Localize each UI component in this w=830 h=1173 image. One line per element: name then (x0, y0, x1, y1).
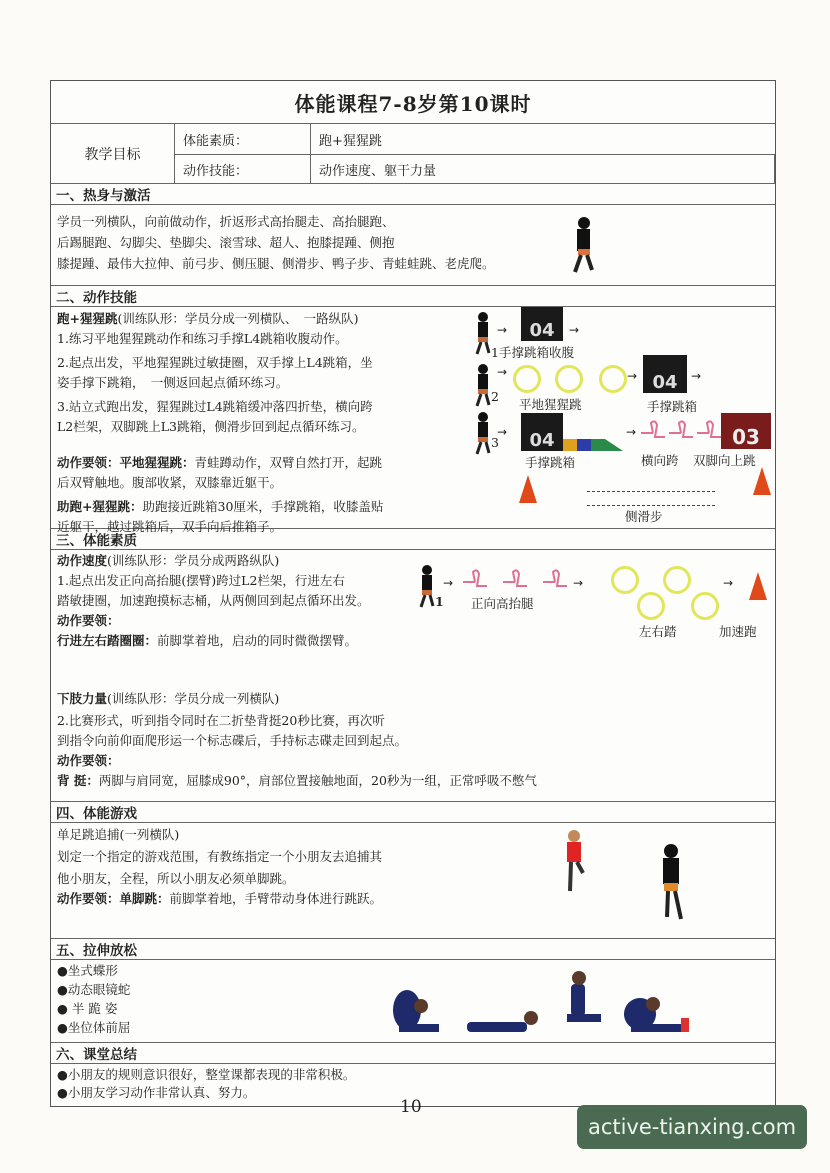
warmup-line: 膝提踵、最伟大拉伸、前弓步、侧压腿、侧滑步、鸭子步、青蛙蛙跳、老虎爬。 (57, 256, 495, 271)
teaching-goals (51, 124, 775, 184)
leg-key-text: 两脚与肩同宽，屈膝成90°，肩部位置接触地面，20秒为一组，正常呼吸不憋气 (98, 773, 537, 788)
diagram-label: 加速跑 (719, 624, 757, 639)
diagram-label: 正向高抬腿 (471, 596, 534, 611)
leg-formation: (训练队形：学员分成一列横队) (107, 691, 280, 706)
summary-item: ●小朋友学习动作非常认真、努力。 (57, 1085, 256, 1100)
diagram-label: 左右踏 (639, 624, 677, 639)
row-number: 3 (491, 435, 499, 450)
jump-box-l4: 04 (643, 355, 687, 393)
skills-step: 2.起点出发，平地猩猩跳过敏捷圈，双手撑上L4跳箱，坐 (57, 355, 373, 370)
section-stretch-body (51, 960, 775, 1043)
runner-icon (475, 311, 491, 355)
skills-step: L2栏架，双脚跳上L3跳箱，侧滑步回到起点循环练习。 (57, 419, 365, 434)
speed-line: 1.起点出发正向高抬腿(摆臂)跨过L2栏架，行进左右 (57, 573, 345, 588)
section-heading-summary: 六、课堂总结 (51, 1043, 775, 1064)
game-title: 单足跳追捕 (57, 827, 120, 842)
cone-icon (753, 467, 771, 495)
goal-key-skill: 动作技能： (175, 155, 311, 183)
diagram-label: 横向跨 (641, 453, 679, 468)
speed-key-title: 行进左右踏圈圈： (57, 633, 158, 648)
section-heading-skills: 二、动作技能 (51, 286, 775, 307)
runner-icon (475, 411, 491, 455)
speed-line: 踏敏捷圈，加速跑摸标志桶，从两侧回到起点循环出发。 (57, 593, 370, 608)
skills-key1-line2: 后双臂触地。腹部收紧，双膝靠近躯干。 (57, 475, 283, 490)
cone-icon (519, 475, 537, 503)
dashed-arrow-back (587, 505, 715, 506)
leg-key-label: 动作要领： (57, 753, 120, 768)
hurdle-icon (541, 568, 569, 590)
page-title: 体能课程7-8岁第10课时 (51, 81, 775, 124)
diagram-label: 手撑跳箱收腹 (498, 345, 574, 360)
speed-key-label: 动作要领： (57, 613, 120, 628)
section-heading-fitness: 三、体能素质 (51, 529, 775, 550)
game-key-text: 前脚掌着地，手臂带动身体进行跳跃。 (169, 891, 383, 906)
section-fitness-body: 动作速度(训练队形：学员分成两路纵队) 1.起点出发正向高抬腿(摆臂)跨过L2栏架，行进左右 踏敏捷圈，加速跑摸标志桶，从两侧回到起点循环出发。 动作要领： 行进左右踏圈圈：前脚掌着地，启动的同时微微摆臂。 下肢力量(训练队形：学员分成一列横队) 2.比赛形式，听到指令同时在二折垫背挺20秒比赛，再次听 到指令向前仰面爬形运一个标志碟后，手持标志碟走回到起点。 动作要领： 背 挺：两脚与肩同宽，屈膝成90°，肩部位置接触地面，20秒为一组，正常呼吸不憋气 1 → → 正向高抬腿 → 左右踏 加速跑 (51, 550, 775, 802)
stretch-item: ●坐式蝶形 (57, 963, 118, 978)
agility-ring (599, 365, 627, 393)
lesson-plan-table (50, 80, 776, 1107)
jump-box-l4: 04 (521, 413, 563, 451)
leg-line: 2.比赛形式，听到指令同时在二折垫背挺20秒比赛，再次听 (57, 713, 385, 728)
goal-value-skill: 动作速度、躯干力量 (311, 155, 775, 183)
speed-key-text: 前脚掌着地，启动的同时微微摆臂。 (157, 633, 358, 648)
skills-title: 跑+猩猩跳 (57, 311, 118, 326)
skills-step: 姿手撑下跳箱， 一侧返回起点循环练习。 (57, 375, 289, 390)
diagram-label: 平地猩猩跳 (519, 397, 582, 412)
leg-key-title: 背 挺： (57, 773, 99, 788)
section-heading-stretch: 五、拉伸放松 (51, 939, 775, 960)
agility-ring (611, 566, 639, 594)
hopping-child-black-image (655, 843, 687, 923)
stretch-item: ● 半 跪 姿 (57, 1001, 118, 1016)
skills-step: 3.站立式跑出发，猩猩跳过L4跳箱缓冲落四折垫，横向跨 (57, 399, 373, 414)
goals-label: 教学目标 (51, 124, 175, 183)
row-number: 1 (491, 345, 499, 360)
section-heading-game: 四、体能游戏 (51, 802, 775, 823)
warmup-line: 后踢腿跑、勾脚尖、垫脚尖、滚雪球、超人、抱膝提踵、侧抱 (57, 235, 395, 250)
jump-box-l3: 03 (721, 413, 771, 449)
game-line: 划定一个指定的游戏范围，有教练指定一个小朋友去追捕其 (57, 849, 383, 864)
skills-key1-label: 动作要领：平地猩猩跳： (57, 455, 195, 470)
diagram-label: 手撑跳箱 (647, 399, 698, 414)
diagram-label: 双脚向上跳 (693, 453, 756, 468)
leg-title: 下肢力量 (57, 691, 108, 706)
section-game-body (51, 823, 775, 939)
folding-mat (563, 437, 623, 451)
skills-formation: (训练队形：学员分成一列横队、 一路纵队) (117, 311, 359, 326)
cone-icon (749, 572, 767, 600)
section-skills-body: 跑+猩猩跳(训练队形：学员分成一列横队、 一路纵队) 1.练习平地猩猩跳动作和练习手撑L4跳箱收腹动作。 2.起点出发，平地猩猩跳过敏捷圈，双手撑上L4跳箱，坐 姿手撑下跳箱， 一侧返回起点循环练习。 3.站立式跑出发，猩猩跳过L4跳箱缓冲落四折垫，横向跨 L2栏架，双脚跳上L3跳箱，侧滑步回到起点循环练习。 动作要领：平地猩猩跳：青蛙蹲动作，双臂自然打开，起跳 后双臂触地。腹部收紧，双膝靠近躯干。 助跑+猩猩跳：助跑接近跳箱30厘米，手撑跳箱，收膝盖贴 近躯干，越过跳箱后，双手向后推箱子。 → 04 → 1手撑跳箱收腹 2 → → 04 → 平地猩猩跳 手撑跳箱 3 → 04 → 03 手撑跳箱 横向跨 双脚向上跳 侧滑步 (51, 307, 775, 529)
game-key-label: 动作要领：单脚跳： (57, 891, 170, 906)
watermark-badge: active-tianxing.com (577, 1105, 807, 1149)
leg-line: 到指令向前仰面爬形运一个标志碟后，手持标志碟走回到起点。 (57, 733, 408, 748)
game-formation: (一列横队) (119, 827, 180, 842)
stretch-item: ●坐位体前屈 (57, 1020, 131, 1035)
hopping-child-red-image (559, 829, 589, 895)
speed-formation: (训练队形：学员分成两路纵队) (107, 553, 280, 568)
page-number: 10 (400, 1097, 422, 1117)
runner-icon (475, 363, 491, 407)
hurdle-icon (639, 419, 667, 441)
speed-title: 动作速度 (57, 553, 108, 568)
stretching-children-image (385, 968, 705, 1040)
skills-key2-text: 助跑接近跳箱30厘米，手撑跳箱，收膝盖贴 (142, 499, 384, 514)
diagram-label: 手撑跳箱 (525, 455, 576, 470)
warmup-line: 学员一列横队，向前做动作，折返形式高抬腿走、高抬腿跑、 (57, 214, 395, 229)
runner-icon (419, 564, 435, 608)
skills-key2-line2: 近躯干，越过跳箱后，双手向后推箱子。 (57, 519, 283, 534)
dashed-arrow-forward (587, 491, 715, 492)
section-heading-warmup: 一、热身与激活 (51, 184, 775, 205)
goal-value-fitness: 跑+猩猩跳 (311, 124, 775, 155)
agility-ring (513, 365, 541, 393)
row-number: 1 (435, 594, 444, 609)
game-line: 他小朋友，全程，所以小朋友必须单脚跳。 (57, 871, 295, 886)
agility-ring (691, 592, 719, 620)
goal-key-fitness: 体能素质： (175, 124, 311, 155)
jump-box-l4: 04 (521, 307, 563, 341)
hurdle-icon (695, 419, 723, 441)
agility-ring (663, 566, 691, 594)
hurdle-icon (667, 419, 695, 441)
section-warmup-body (51, 205, 775, 286)
running-child-image (569, 215, 599, 275)
stretch-item: ●动态眼镜蛇 (57, 982, 131, 997)
hurdle-icon (501, 568, 529, 590)
row-number: 2 (491, 389, 499, 404)
diagram-label: 侧滑步 (625, 509, 663, 524)
skills-key2-label: 助跑+猩猩跳： (57, 499, 143, 514)
skills-key1-text: 青蛙蹲动作，双臂自然打开，起跳 (194, 455, 383, 470)
agility-ring (637, 592, 665, 620)
hurdle-icon (461, 568, 489, 590)
summary-item: ●小朋友的规则意识很好，整堂课都表现的非常积极。 (57, 1067, 356, 1082)
agility-ring (555, 365, 583, 393)
skills-step: 1.练习平地猩猩跳动作和练习手撑L4跳箱收腹动作。 (57, 331, 348, 346)
